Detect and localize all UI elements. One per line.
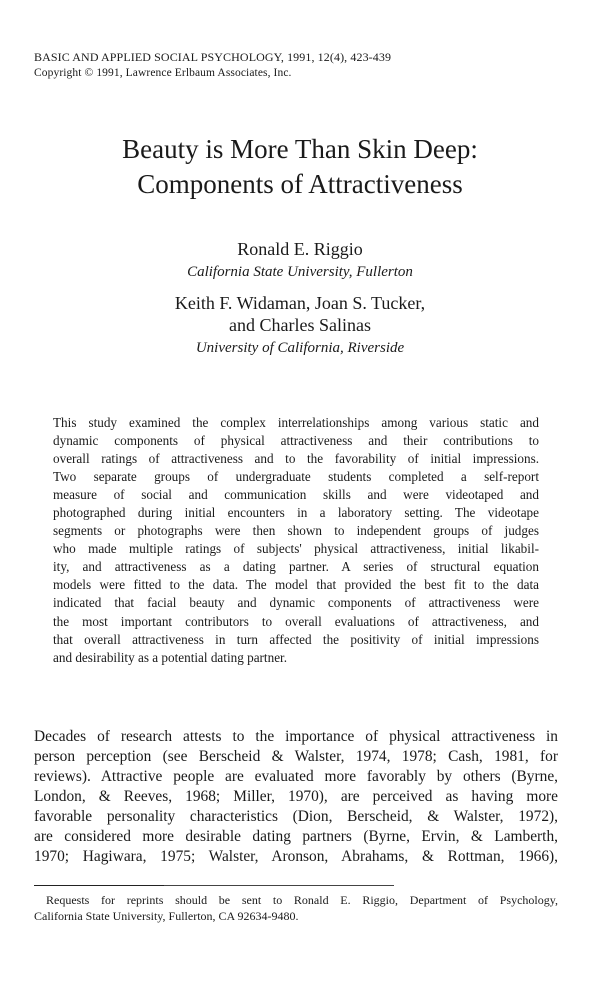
footnote-line: California State University, Fullerton, CA 92634-9480. bbox=[34, 909, 299, 923]
abstract-line: indicated that facial beauty and dynamic components of attractiveness were bbox=[53, 595, 539, 611]
body-paragraph bbox=[34, 727, 558, 867]
title-line-2: Components of Attractiveness bbox=[137, 169, 463, 199]
author-group-2 bbox=[0, 292, 600, 358]
journal-citation: BASIC AND APPLIED SOCIAL PSYCHOLOGY, 1991, 12(4), 423-439 bbox=[34, 50, 392, 64]
body-line: London, & Reeves, 1968; Miller, 1970), are perceived as having more bbox=[34, 788, 558, 805]
abstract-line: This study examined the complex interrelationships among various static and bbox=[53, 415, 539, 430]
abstract-line: ity, and attractiveness as a dating partner. A series of structural equation bbox=[53, 559, 539, 575]
abstract-line: who made multiple ratings of subjects' physical attractiveness, initial likabil- bbox=[53, 541, 539, 557]
abstract-line: Two separate groups of undergraduate students completed a self-report bbox=[53, 469, 539, 485]
copyright-line: Copyright © 1991, Lawrence Erlbaum Associates, Inc. bbox=[34, 67, 292, 79]
footnote-divider-faint bbox=[164, 885, 394, 886]
paper-title bbox=[0, 132, 600, 202]
author-names: Keith F. Widaman, Joan S. Tucker, bbox=[174, 293, 426, 313]
author-names-continued: and Charles Salinas bbox=[229, 315, 371, 335]
footnote bbox=[34, 892, 558, 924]
abstract-line: photographed during initial encounters in a laboratory setting. The videotape bbox=[53, 505, 539, 521]
abstract-line: segments or photographs were then shown to independent groups of judges bbox=[53, 523, 539, 539]
abstract-line: that overall attractiveness in turn affected the positivity of initial impressions bbox=[53, 631, 539, 647]
abstract-line: measure of social and communication skills and were videotaped and bbox=[53, 487, 539, 503]
journal-header bbox=[34, 49, 391, 81]
body-line: person perception (see Berscheid & Walster, 1974, 1978; Cash, 1981, for bbox=[34, 748, 558, 765]
body-line: are considered more desirable dating partners (Byrne, Ervin, & Lamberth, bbox=[34, 828, 558, 845]
body-line: reviews). Attractive people are evaluated more favorably by others (Byrne, bbox=[34, 768, 558, 785]
author-affiliation: California State University, Fullerton bbox=[187, 264, 413, 280]
title-line-1: Beauty is More Than Skin Deep: bbox=[122, 134, 478, 164]
author-names: Ronald E. Riggio bbox=[237, 239, 363, 259]
abstract bbox=[53, 414, 539, 667]
abstract-line: the most important contributors to overall evaluations of attractiveness, and bbox=[53, 613, 539, 629]
abstract-line: dynamic components of physical attractiveness and their contributions to bbox=[53, 433, 539, 449]
abstract-line: models were fitted to the data. The model that provided the best fit to the data bbox=[53, 577, 539, 593]
footnote-divider bbox=[34, 885, 164, 886]
abstract-line: overall ratings of attractiveness and to the favorability of initial impressions. bbox=[53, 451, 539, 467]
body-line: 1970; Hagiwara, 1975; Walster, Aronson, Abrahams, & Rottman, 1966), bbox=[34, 848, 558, 865]
footnote-line: Requests for reprints should be sent to Ronald E. Riggio, Department of Psychology, bbox=[46, 893, 558, 907]
author-group-1 bbox=[0, 238, 600, 282]
author-affiliation: University of California, Riverside bbox=[195, 340, 405, 356]
body-line: Decades of research attests to the importance of physical attractiveness in bbox=[34, 728, 558, 745]
body-line: favorable personality characteristics (Dion, Berscheid, & Walster, 1972), bbox=[34, 808, 558, 825]
abstract-line: and desirability as a potential dating partner. bbox=[53, 649, 288, 665]
